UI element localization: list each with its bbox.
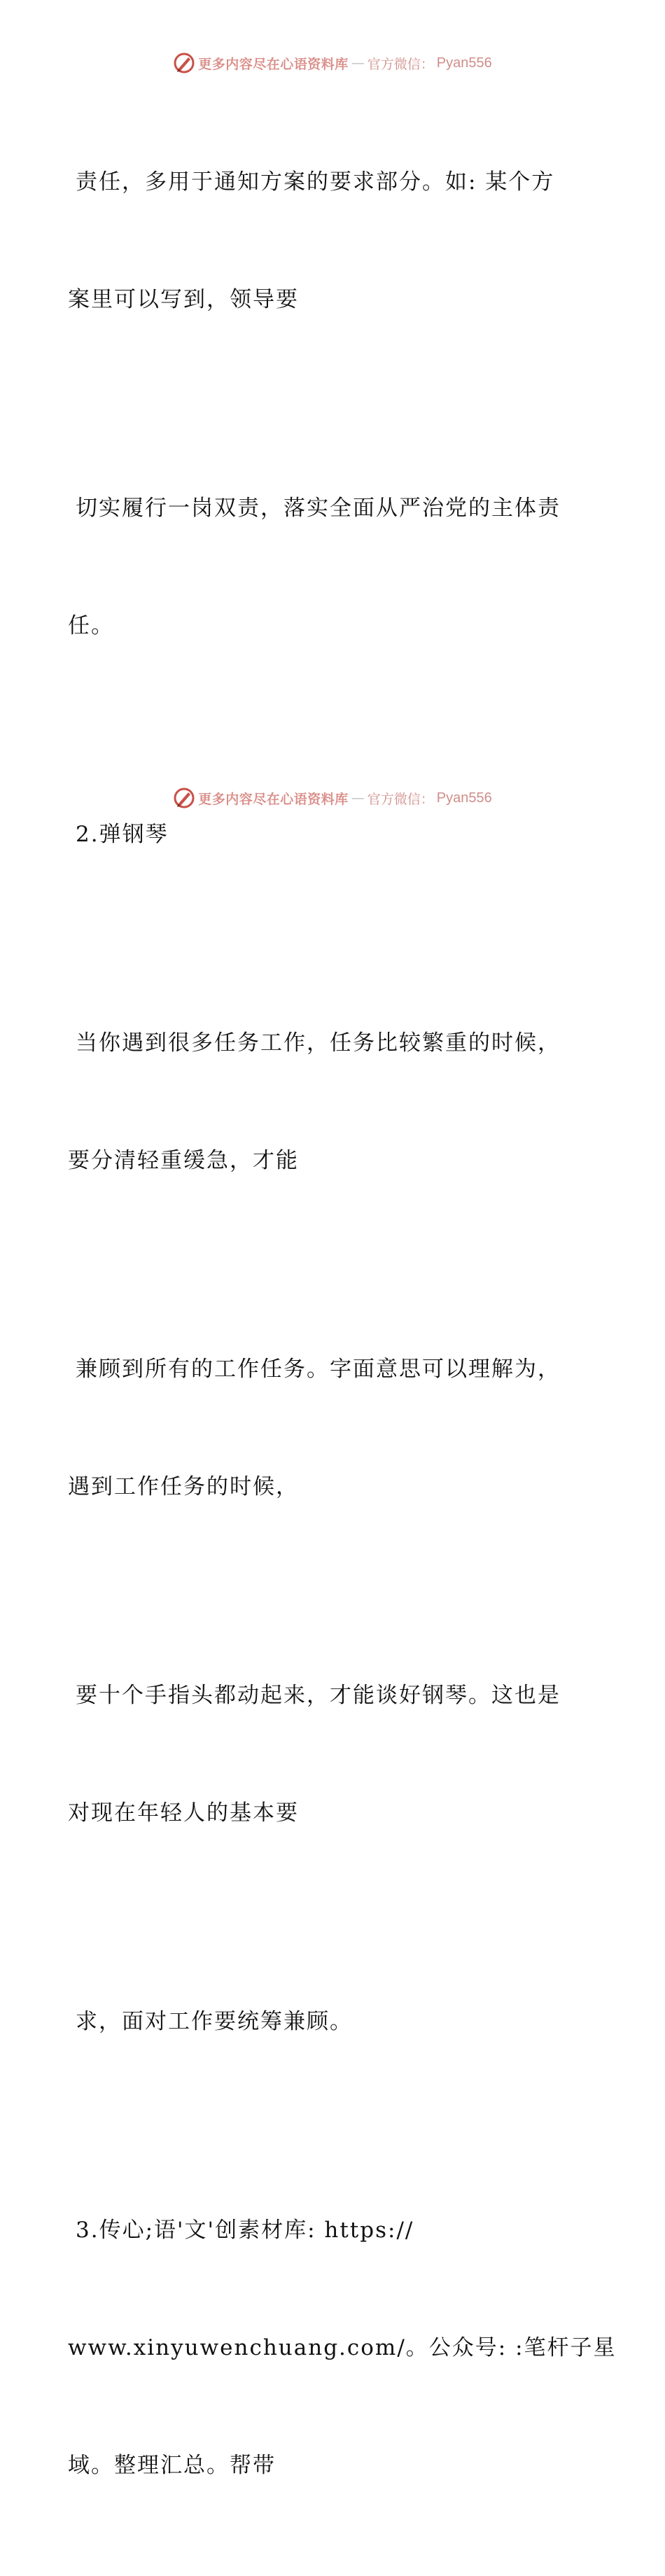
text-line: 3.传心;语'文'创素材库: https://	[76, 2218, 414, 2243]
text-line: 要十个手指头都动起来，才能谈好钢琴。这也是	[76, 1683, 561, 1708]
text-line: 域。整理汇总。帮带	[68, 2453, 276, 2478]
text-line: 案里可以写到，领导要	[68, 287, 299, 312]
text-line: 任。	[68, 613, 114, 638]
paragraph	[68, 2132, 617, 2563]
text-line: 要分清轻重缓急，才能	[68, 1148, 299, 1173]
document-body	[68, 84, 617, 2576]
text-line: 责任，多用于通知方案的要求部分。如: 某个方	[76, 169, 555, 195]
text-line: 求，面对工作要统筹兼顾。	[76, 2009, 353, 2034]
text-line: 切实履行一岗双责，落实全面从严治党的主体责	[76, 496, 561, 521]
banner-wechat-id: Pyan556	[436, 55, 492, 71]
section-heading	[68, 736, 586, 932]
text-line: www.xinyuwenchuang.com/。公众号: :笔杆子星	[68, 2335, 617, 2360]
footer-banner	[0, 784, 665, 812]
text-line: 2.弹钢琴	[76, 822, 169, 847]
paragraph	[68, 1597, 586, 1911]
paragraph	[68, 410, 586, 724]
banner-dash: —	[351, 55, 365, 71]
banner-dash: —	[351, 790, 365, 806]
paragraph	[68, 945, 586, 1259]
paragraph	[68, 84, 586, 398]
banner-text: 更多内容尽在心语资料库	[198, 791, 349, 807]
paragraph	[68, 1924, 586, 2120]
text-line: 兼顾到所有的工作任务。字面意思可以理解为，	[76, 1357, 561, 1382]
text-line: 当你遇到很多任务工作，任务比较繁重的时候，	[76, 1030, 561, 1056]
banner-wechat-label: 官方微信：	[367, 56, 434, 72]
header-banner	[0, 49, 665, 77]
banner-wechat-label: 官方微信：	[367, 791, 434, 807]
text-line: 遇到工作任务的时候，	[68, 1474, 299, 1499]
paragraph	[68, 1271, 586, 1585]
banner-wechat-id: Pyan556	[436, 790, 492, 806]
text-line: 对现在年轻人的基本要	[68, 1800, 299, 1826]
brush-logo-icon	[173, 787, 195, 809]
brush-logo-icon	[173, 52, 195, 74]
banner-text: 更多内容尽在心语资料库	[198, 56, 349, 72]
